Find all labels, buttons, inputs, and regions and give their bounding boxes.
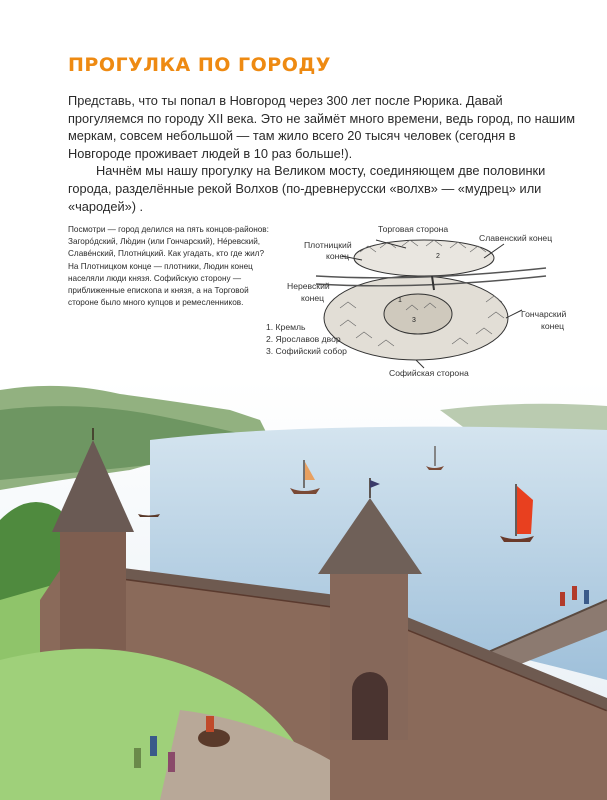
map-label-nerev-1: Неревский	[287, 281, 330, 291]
map-label-gonchar-1: Гончарский	[521, 309, 567, 319]
svg-text:3: 3	[412, 317, 416, 324]
kremlin-illustration	[0, 380, 607, 800]
legend-item: 1. Кремль	[266, 322, 306, 332]
districts-note: Посмотри — город делился на пять концов-районов: Загоро́дский, Лю́дин (или Гончарский), Не́ревский, Славе́нский, Плотни́цкий. Как угадать, кто где жил? На Плотницком конце — плотники, Людин конец населяли люди князя. Софийскую сторону — приближенные епископа и князя, а на Торговой стороне было много купцов и ремесленников.	[68, 225, 269, 308]
map-label-trade-side: Торговая сторона	[378, 224, 449, 234]
main-text	[68, 92, 576, 215]
map-label-plotnik-1: Плотницкий	[304, 240, 352, 250]
map-label-sofia-side: Софийская сторона	[389, 368, 469, 378]
map-label-gonchar-2: конец	[541, 321, 565, 331]
map-label-plotnik-2: конец	[326, 251, 350, 261]
legend-item: 2. Ярославов двор	[266, 334, 341, 344]
map-legend	[266, 321, 347, 357]
svg-text:2: 2	[436, 253, 440, 260]
map-label-slaven: Славенский конец	[479, 233, 553, 243]
paragraph-2: Начнём мы нашу прогулку на Великом мосту, соединяющем две половинки города, разделённые рекой Волхов (по-древнерусски «волхв» — «мудрец» или «чародей») .	[68, 163, 546, 214]
legend-item: 3. Софийский собор	[266, 346, 347, 356]
svg-text:1: 1	[398, 297, 402, 304]
paragraph-1: Представь, что ты попал в Новгород через 300 лет после Рюрика. Давай прогуляемся по городу XII века. Это не займёт много времени, ведь город, по нашим меркам, совсем небольшой — там жило всего 20 тысяч человек (сегодня в Новгороде проживает людей в 10 раз больше!).	[68, 93, 576, 161]
map-label-nerev-2: конец	[301, 293, 325, 303]
page-title: ПРОГУЛКА ПО ГОРОДУ	[68, 54, 331, 76]
